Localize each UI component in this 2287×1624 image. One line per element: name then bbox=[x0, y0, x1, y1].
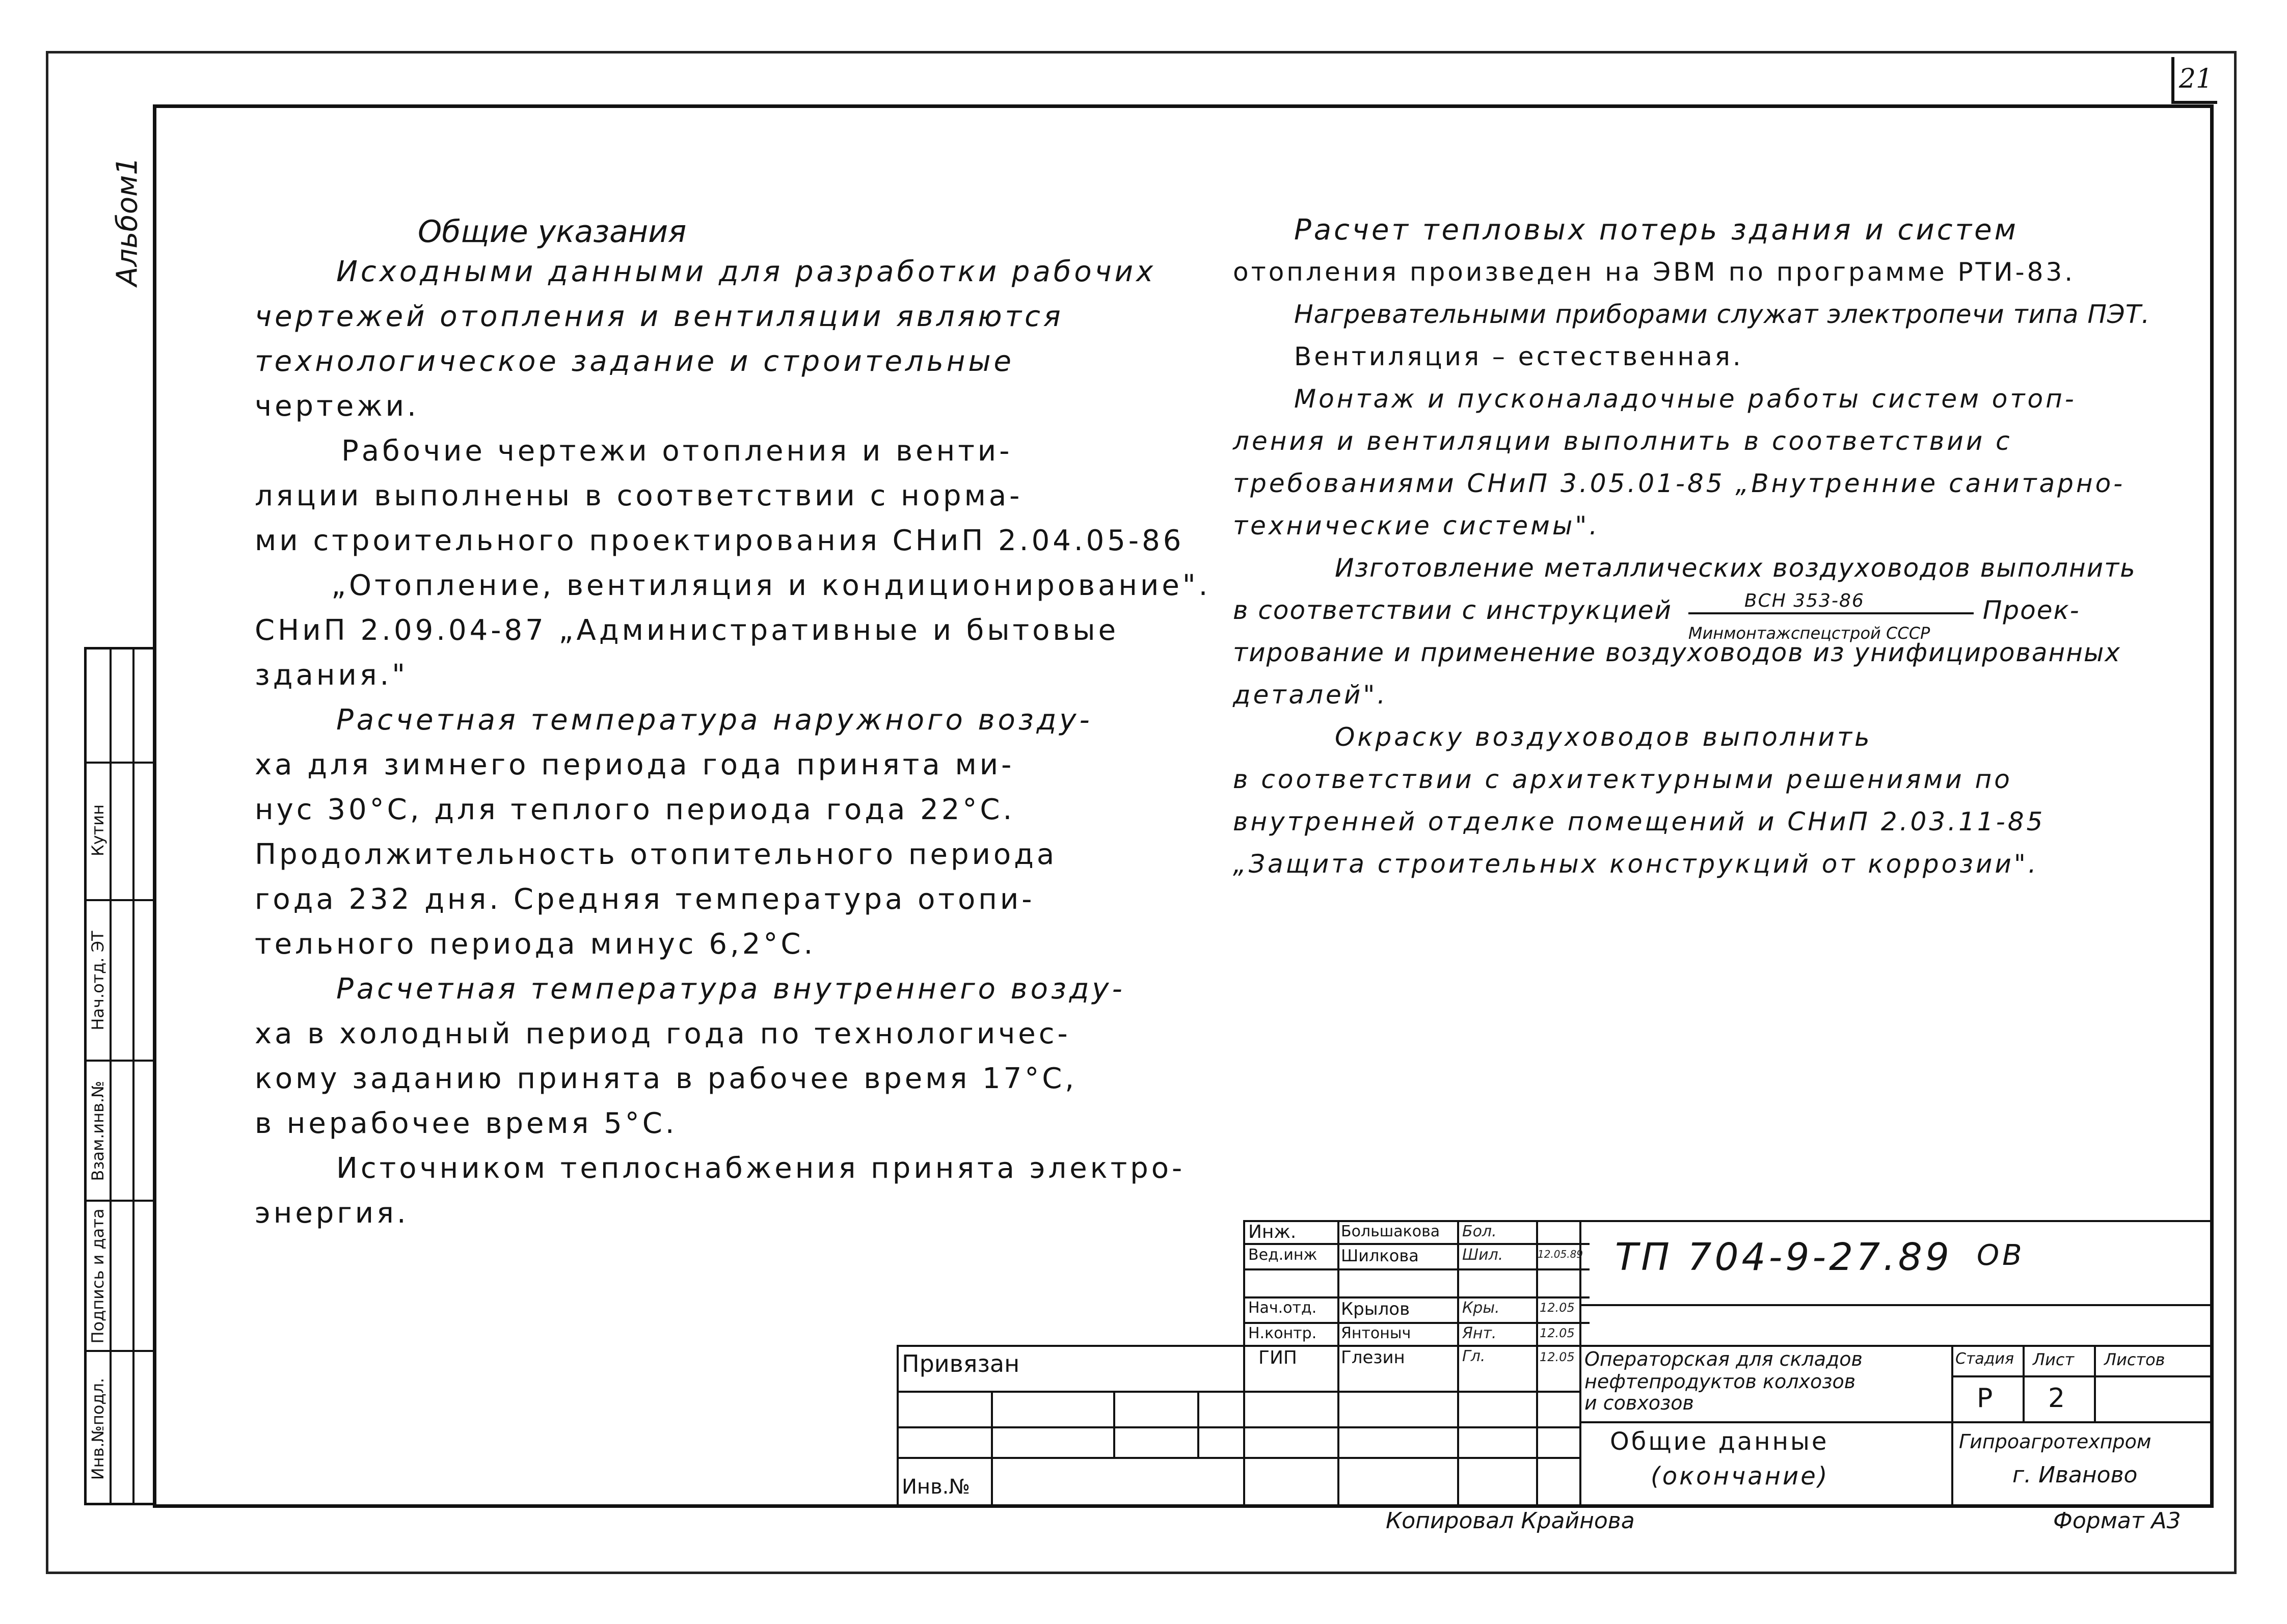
margin-label-inv-podl: Инв.№подл. bbox=[88, 1377, 107, 1480]
stage-label: Стадия bbox=[1955, 1350, 2014, 1368]
sheet-label: Лист bbox=[2033, 1350, 2075, 1369]
organization: Гипроагротехпром bbox=[1959, 1430, 2151, 1453]
margin-label-podpis: Подпись и дата bbox=[88, 1208, 107, 1344]
section-code: ОВ bbox=[1977, 1239, 2025, 1272]
object-name-line-3: и совхозов bbox=[1584, 1392, 1694, 1414]
general-notes-title: Общие указания bbox=[418, 214, 687, 250]
date-2: 12.05 bbox=[1540, 1301, 1575, 1315]
role-inzh: Инж. bbox=[1248, 1222, 1297, 1242]
signature-2: Шил. bbox=[1462, 1246, 1503, 1264]
name-bolshakova: Большакова bbox=[1341, 1223, 1440, 1240]
signature-3: Кры. bbox=[1462, 1299, 1500, 1317]
margin-label-kutin: Кутин bbox=[88, 804, 107, 857]
sheet-title-line-2: (окончание) bbox=[1651, 1462, 1829, 1491]
name-glezin: Глезин bbox=[1341, 1347, 1405, 1368]
right-column-text: Расчет тепловых потерь здания и систем отопления произведен на ЭВМ по программе РТИ-83. Нагревательными приборами служат электропечи типа ПЭТ. Вентиляция – естественная. Монтаж и пусконаладочные работы систем отоп- ления и вентиляции выполнить в соответствии с требованиями СНиП 3.05.01-85 „Внутренние санитарно- технические системы". Изготовление металлических воздуховодов выполнить в соответствии с инструкцией ВСН 353-86 Минмонтажспецстрой СССР Проек- тирование и применение воздуховодов из унифицированных деталей". Окраску воздуховодов выполнить в соответствии с архитектурными решениями по внутренней отделке помещений и СНиП 2.03.11-85 „Защита строительных конструкций от коррозии". bbox=[1233, 213, 2150, 879]
margin-stamp bbox=[84, 647, 155, 1505]
role-nach-otd: Нач.отд. bbox=[1248, 1299, 1317, 1317]
sheet-value: 2 bbox=[2048, 1383, 2065, 1414]
name-yantonych: Янтоныч bbox=[1341, 1324, 1411, 1342]
sheet-format: Формат А3 bbox=[2053, 1508, 2181, 1534]
name-shilkova: Шилкова bbox=[1341, 1246, 1419, 1265]
role-n-kontr: Н.контр. bbox=[1248, 1324, 1317, 1342]
margin-label-vzam-inv: Взам.инв.№ bbox=[88, 1080, 107, 1181]
sheets-label: Листов bbox=[2104, 1350, 2165, 1369]
object-name-line-2: нефтепродуктов колхозов bbox=[1584, 1370, 1856, 1393]
left-column-text: Исходными данными для разработки рабочих чертежей отопления и вентиляции являются технологическое задание и строительные чертежи. Рабочие чертежи отопления и венти- ляции выполнены в соответствии с норма- ми строительного проектирования СНиП 2.04.05-86 „Отопление, вентиляция и кондиционирование". СНиП 2.09.04-87 „Административные и бытовые здания." Расчетная температура наружного возду- ха для зимнего периода года принята ми- нус 30°С, для теплого периода года 22°С. Продолжительность отопительного периода года 232 дня. Средняя температура отопи- тельного периода минус 6,2°С. Расчетная температура внутреннего возду- ха в холодный период года по технологичес- кому заданию принята в рабочее время 17°С, в нерабочее время 5°С. Источником теплоснабжения принята электро- энергия. bbox=[255, 255, 1211, 1230]
date-4: 12.05 bbox=[1540, 1350, 1575, 1364]
fraction-numerator: ВСН 353-86 bbox=[1744, 590, 1865, 611]
date-1: 12.05.89 bbox=[1538, 1248, 1583, 1260]
margin-label-nach-otd: Нач.отд. ЭТ bbox=[88, 931, 107, 1031]
city: г. Иваново bbox=[2012, 1462, 2138, 1488]
document-code: ТП 704-9-27.89 bbox=[1615, 1235, 1952, 1279]
page-number: 21 bbox=[2171, 57, 2217, 104]
copied-by: Копировал Крайнова bbox=[1386, 1508, 1635, 1534]
stage-value: Р bbox=[1977, 1383, 1993, 1414]
date-3: 12.05 bbox=[1540, 1326, 1575, 1340]
sheet-title-line-1: Общие данные bbox=[1610, 1427, 1829, 1456]
signature-4: Янт. bbox=[1462, 1324, 1497, 1342]
role-ved-inzh: Вед.инж bbox=[1248, 1246, 1317, 1264]
privyazan-label: Привязан bbox=[902, 1350, 1020, 1377]
signature-5: Гл. bbox=[1462, 1347, 1486, 1365]
object-name-line-1: Операторская для складов bbox=[1584, 1348, 1863, 1370]
role-gip: ГИП bbox=[1258, 1347, 1297, 1368]
inv-no-label: Инв.№ bbox=[902, 1475, 970, 1499]
fraction-denominator: Минмонтажспецстрой СССР bbox=[1688, 623, 1930, 643]
album-label: Альбом1 bbox=[111, 157, 144, 286]
signature-1: Бол. bbox=[1462, 1223, 1497, 1240]
name-krylov: Крылов bbox=[1341, 1299, 1410, 1319]
